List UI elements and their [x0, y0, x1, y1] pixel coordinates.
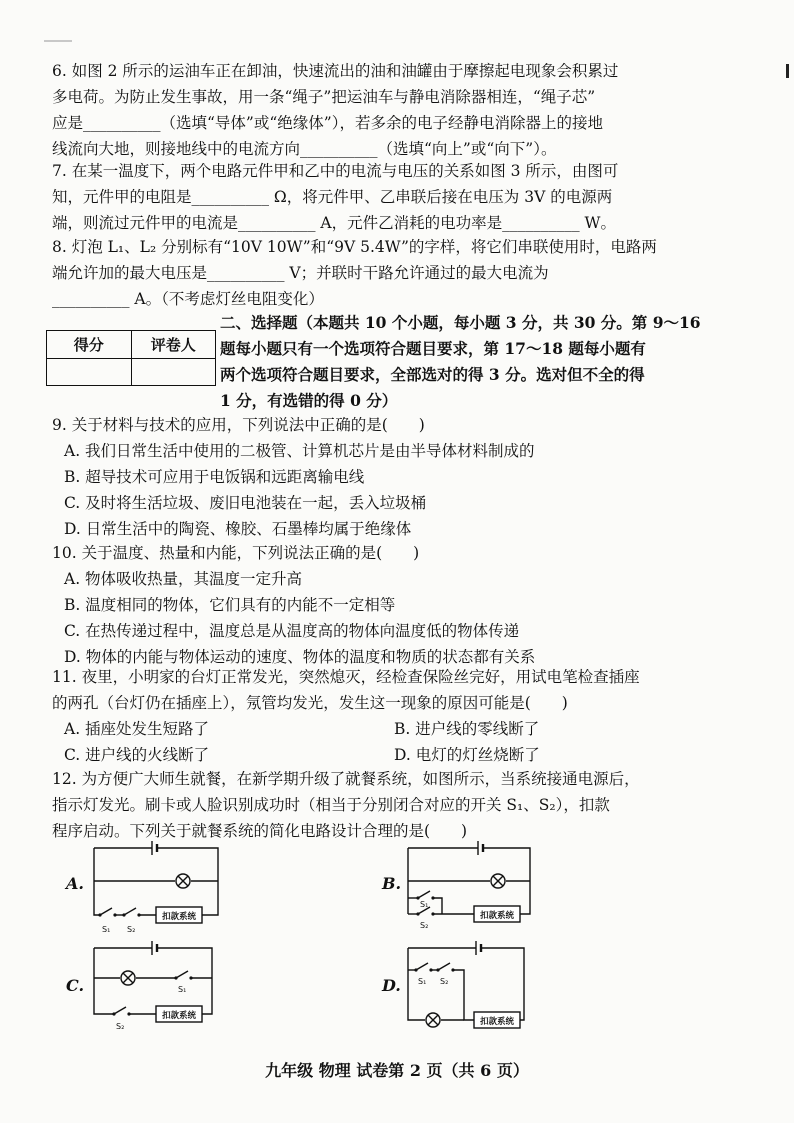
- option-c: C. 及时将生活垃圾、废旧电池装在一起，丢入垃圾桶: [64, 494, 427, 512]
- score-cell: [47, 359, 132, 386]
- score-table: [46, 330, 216, 386]
- circuit-b-s1: S₁: [420, 900, 429, 909]
- circuit-c-diagram: [88, 938, 238, 1038]
- question-9: [52, 412, 732, 542]
- question-line: 6. 如图 2 所示的运油车正在卸油，快速流出的油和油罐由于摩擦起电现象会积累过: [52, 62, 619, 80]
- scan-mark: [44, 40, 72, 42]
- option-d: D. 日常生活中的陶瓷、橡胶、石墨棒均属于绝缘体: [64, 520, 412, 538]
- section-2-heading: [220, 310, 740, 414]
- question-line: 12. 为方便广大师生就餐，在新学期升级了就餐系统，如图所示，当系统接通电源后，: [52, 770, 640, 788]
- section-line: 1 分，有选错的得 0 分）: [220, 391, 398, 410]
- page-footer: 九年级 物理 试卷第 2 页（共 6 页）: [265, 1061, 529, 1080]
- question-12: [52, 766, 732, 844]
- question-line: 程序启动。下列关于就餐系统的简化电路设计合理的是( ): [52, 822, 468, 840]
- circuit-c-s1: S₁: [178, 985, 187, 994]
- question-line: 端允许加的最大电压是__________ V；并联时干路允许通过的最大电流为: [52, 264, 549, 282]
- option-a: A. 插座处发生短路了: [64, 720, 210, 738]
- option-c: C. 在热传递过程中，温度总是从温度高的物体向温度低的物体传递: [64, 622, 520, 640]
- question-stem: 10. 关于温度、热量和内能，下列说法正确的是( ): [52, 544, 420, 562]
- question-line: 7. 在某一温度下，两个电路元件甲和乙中的电流与电压的关系如图 3 所示，由图可: [52, 162, 619, 180]
- question-line: 知，元件甲的电阻是__________ Ω，将元件甲、乙串联后接在电压为 3V 的电源两: [52, 188, 613, 206]
- question-line: 多电荷。为防止发生事故，用一条“绳子”把运油车与静电消除器相连，“绳子芯”: [52, 88, 596, 106]
- question-7: [52, 158, 732, 236]
- question-8: [52, 234, 732, 312]
- question-line: 11. 夜里，小明家的台灯正常发光，突然熄灭，经检查保险丝完好，用试电笔检查插座: [52, 668, 640, 686]
- section-line: 两个选项符合题目要求，全部选对的得 3 分。选对但不全的得: [220, 365, 645, 384]
- option-c: C. 进户线的火线断了: [64, 746, 210, 764]
- option-row: [52, 742, 732, 768]
- circuit-b-label: B.: [382, 874, 402, 893]
- circuit-c-box-label: 扣款系统: [161, 1011, 197, 1021]
- option-a: A. 物体吸收热量，其温度一定升高: [64, 570, 303, 588]
- circuit-d-s2: S₂: [440, 977, 449, 986]
- option-a: A. 我们日常生活中使用的二极管、计算机芯片是由半导体材料制成的: [64, 442, 535, 460]
- option-b: B. 温度相同的物体，它们具有的内能不一定相等: [64, 596, 396, 614]
- circuit-a-s2: S₂: [127, 925, 136, 934]
- circuit-b-box-label: 扣款系统: [479, 911, 515, 921]
- section-line: 题每小题只有一个选项符合题目要求，第 17～18 题每小题有: [220, 339, 646, 358]
- question-10: [52, 540, 732, 670]
- circuit-b-s2: S₂: [420, 921, 429, 930]
- question-6: [52, 58, 732, 162]
- circuit-b-diagram: [402, 838, 552, 938]
- circuit-c-label: C.: [66, 976, 85, 995]
- option-b: B. 超导技术可应用于电饭锅和远距离输电线: [64, 468, 365, 486]
- grader-cell: [132, 359, 216, 386]
- grader-header: 评卷人: [150, 336, 196, 354]
- circuit-d-box-label: 扣款系统: [479, 1017, 515, 1027]
- circuit-d-diagram: [402, 938, 552, 1038]
- circuit-c-s2: S₂: [116, 1022, 125, 1031]
- circuit-d-s1: S₁: [418, 977, 427, 986]
- option-b: B. 进户线的零线断了: [394, 720, 540, 738]
- margin-mark: [786, 64, 789, 78]
- question-line: 的两孔（台灯仍在插座上），氖管均发光，发生这一现象的原因可能是( ): [52, 694, 568, 712]
- question-line: 8. 灯泡 L₁、L₂ 分别标有“10V 10W”和“9V 5.4W”的字样，将它们串联使用时，电路两: [52, 238, 657, 256]
- question-line: __________ A。（不考虑灯丝电阻变化）: [52, 290, 324, 308]
- question-stem: 9. 关于材料与技术的应用，下列说法中正确的是( ): [52, 416, 425, 434]
- circuit-d-label: D.: [382, 976, 401, 995]
- option-d: D. 电灯的灯丝烧断了: [394, 746, 540, 764]
- score-header: 得分: [47, 331, 132, 358]
- question-line: 应是__________（选填“导体”或“绝缘体”），若多余的电子经静电消除器上的接地: [52, 114, 603, 132]
- circuit-a-box-label: 扣款系统: [161, 912, 197, 922]
- question-line: 指示灯发光。刷卡或人脸识别成功时（相当于分别闭合对应的开关 S₁、S₂），扣款: [52, 796, 610, 814]
- circuit-a-diagram: [88, 838, 238, 938]
- circuit-a-s1: S₁: [102, 925, 111, 934]
- option-row: [52, 716, 732, 742]
- option-d: D. 物体的内能与物体运动的速度、物体的温度和物质的状态都有关系: [64, 648, 536, 666]
- question-11: [52, 664, 732, 768]
- circuit-a-label: A.: [66, 874, 84, 893]
- question-line: 端，则流过元件甲的电流是__________ A，元件乙消耗的电功率是__________ W。: [52, 214, 616, 232]
- section-line: 二、选择题（本题共 10 个小题，每小题 3 分，共 30 分。第 9～16: [220, 313, 701, 332]
- question-line: 线流向大地，则接地线中的电流方向__________（选填“向上”或“向下”）。: [52, 140, 557, 158]
